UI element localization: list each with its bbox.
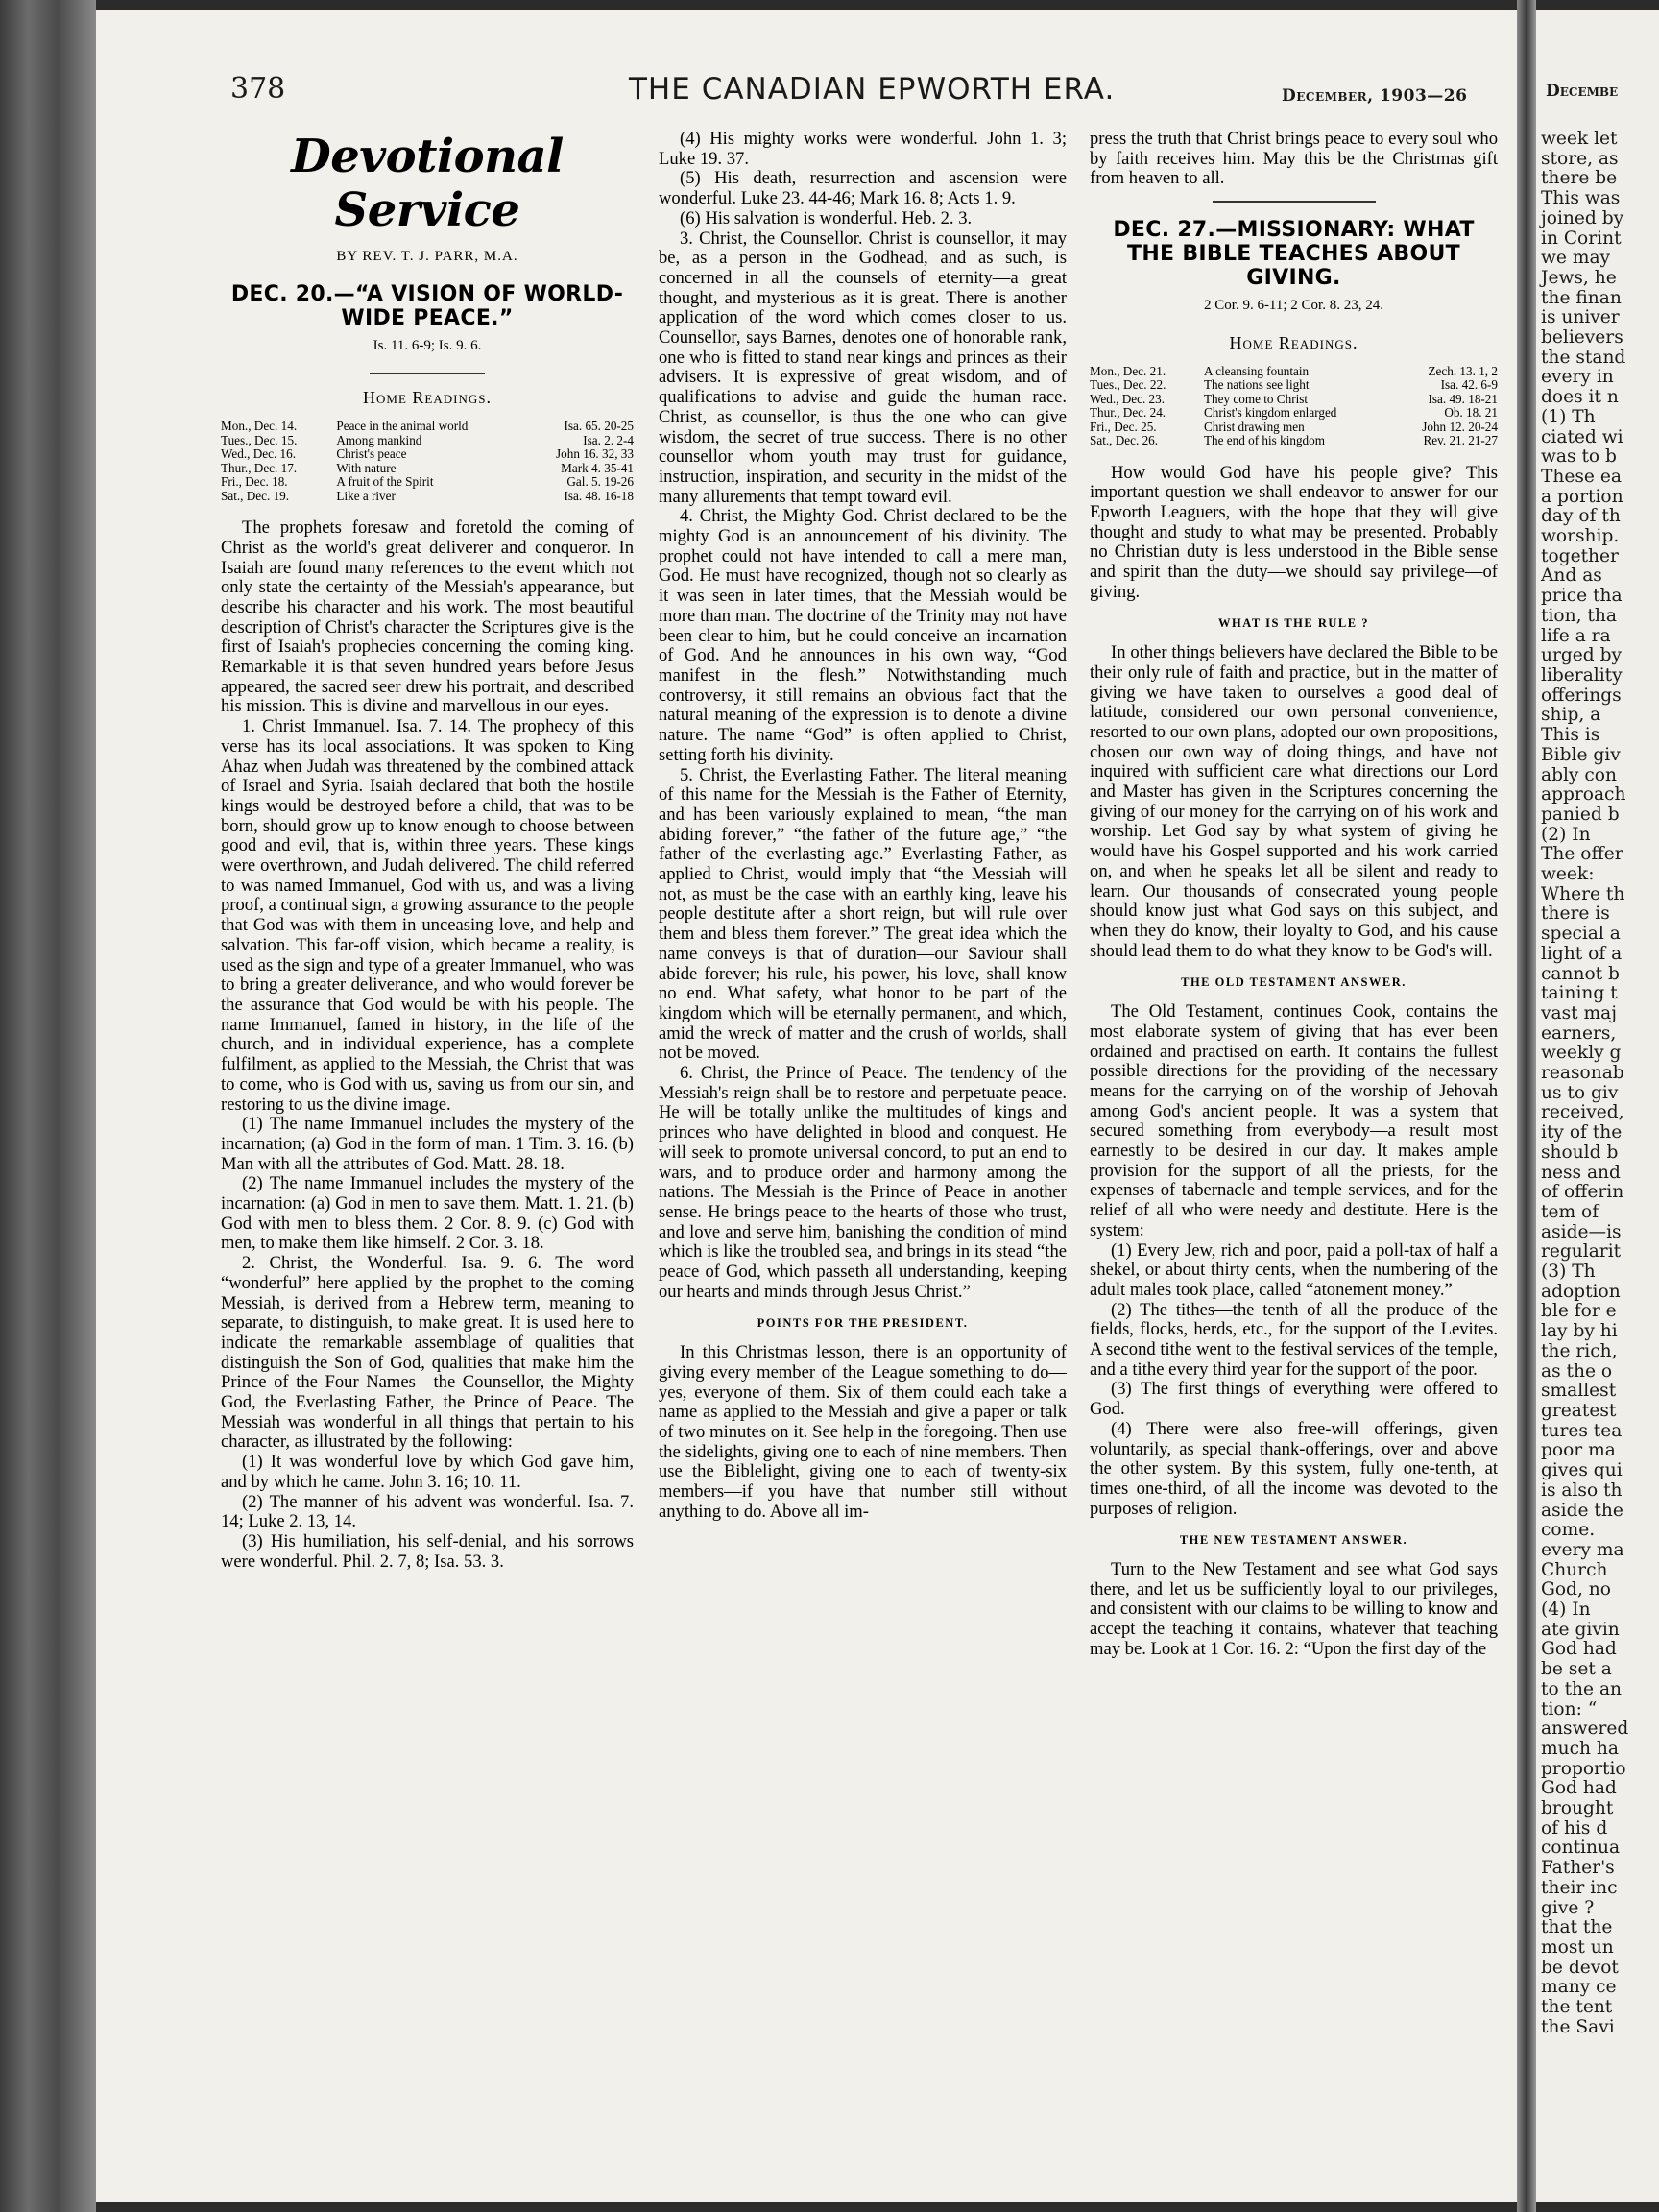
paragraph: (5) His death, resurrection and ascension were wonderful. Luke 23. 44-46; Mark 16. 8; Acts 1. 9.	[659, 168, 1067, 209]
next-page-line: does it n	[1541, 387, 1619, 408]
paragraph: 6. Christ, the Prince of Peace. The tendency of the Messiah's reign shall be to restore and perpetuate peace. He will be totally unlike the multitudes of kings and princes who have delighted in blood and conquest. He will seek to promote universal concord, to put an end to wars, and to produce order and harmony among the nations. The Messiah is the Prince of Peace in another sense. He brings peace to the hearts of those who trust, and love and serve him, banishing the condition of mind which is like the troubled sea, and brings in its stead “the peace of God, which passeth all understanding, keeping our hearts and minds through Jesus Christ.”	[659, 1063, 1067, 1302]
lesson1-readings	[221, 420, 634, 503]
next-page-line: that the	[1541, 1917, 1613, 1938]
next-page-line: much ha	[1541, 1738, 1619, 1759]
next-page-line: was to b	[1541, 446, 1617, 468]
reading-topic: Christ's kingdom enlarged	[1204, 405, 1337, 421]
next-page-line: (2) In	[1541, 824, 1591, 845]
paragraph: 5. Christ, the Everlasting Father. The literal meaning of this name for the Messiah is the Father of Eternity, and has been variously explained to mean, “the man abiding forever,” “the father of the future age,” “the father of the everlasting age.” Everlasting Father, as applied to Christ, would imply that “the Messiah will not, as must be the case with an earthly king, leave his people destitute after a short reign, but will rule over them and bless them forever.” The great idea which the name conveys is that of duration—our Saviour shall abide forever; his rule, his power, his love, shall know no end. What safety, what honor to be part of the kingdom which will be eternally permanent, and which, amid the wreck of matter and the crush of worlds, shall not be moved.	[659, 764, 1067, 1064]
reading-row	[221, 434, 634, 448]
next-page-line: ity of the	[1541, 1122, 1623, 1143]
reading-day: Sat., Dec. 26.	[1090, 433, 1159, 448]
paragraph: (4) His mighty works were wonderful. John 1. 3; Luke 19. 37.	[659, 129, 1067, 169]
lesson1-body	[221, 518, 634, 1572]
paragraph: (1) It was wonderful love by which God gave him, and by which he came. John 3. 16; 10. 11.	[221, 1452, 634, 1492]
reading-topic: Among mankind	[336, 432, 422, 447]
reading-row	[221, 490, 634, 504]
next-page-line: to the an	[1541, 1678, 1622, 1699]
paragraph: (3) The first things of everything were offered to God.	[1090, 1379, 1498, 1420]
next-page-line: poor ma	[1541, 1440, 1616, 1461]
next-page-line: This is	[1541, 725, 1600, 746]
next-page-line: give ?	[1541, 1897, 1595, 1918]
reading-day: Fri., Dec. 25.	[1090, 419, 1157, 434]
next-page-line: Father's	[1541, 1858, 1615, 1879]
next-page-line: the stand	[1541, 347, 1626, 368]
next-page-line: Church	[1541, 1559, 1608, 1580]
reading-ref: John 12. 20-24	[1422, 419, 1498, 434]
reading-ref: John 16. 32, 33	[556, 446, 634, 462]
reading-day: Wed., Dec. 16.	[221, 446, 297, 462]
lesson2-scripture: 2 Cor. 9. 6-11; 2 Cor. 8. 23, 24.	[1204, 298, 1383, 314]
next-page-line: life a ra	[1541, 625, 1611, 646]
reading-day: Wed., Dec. 23.	[1090, 391, 1166, 406]
reading-topic: Like a river	[336, 488, 396, 503]
next-page-line: God had	[1541, 1639, 1617, 1660]
next-page-line: These ea	[1541, 466, 1622, 487]
paragraph: (1) Every Jew, rich and poor, paid a poll-tax of half a shekel, or about thirty cents, when the numbering of the adult males took place, called “atonement money.”	[1090, 1239, 1498, 1300]
next-page-line: light of a	[1541, 943, 1623, 964]
reading-ref: Isa. 48. 16-18	[564, 488, 634, 503]
reading-row	[1090, 421, 1498, 435]
next-page-line: (1) Th	[1541, 406, 1596, 427]
section-title: Devotional Service	[291, 130, 564, 237]
journal-title: THE CANADIAN EPWORTH ERA.	[629, 72, 1116, 107]
reading-day: Tues., Dec. 22.	[1090, 377, 1166, 393]
page-gutter	[1517, 0, 1536, 2212]
reading-topic: A fruit of the Spirit	[336, 474, 434, 490]
paragraph: (2) The manner of his advent was wonderful. Isa. 7. 14; Luke 2. 13, 14.	[221, 1491, 634, 1532]
reading-row	[221, 420, 634, 434]
reading-day: Mon., Dec. 21.	[1090, 363, 1166, 378]
next-page-line: of offerin	[1541, 1182, 1624, 1203]
reading-row	[221, 462, 634, 476]
reading-row	[1090, 434, 1498, 448]
reading-ref: Gal. 5. 19-26	[566, 474, 634, 490]
next-page-line: most un	[1541, 1936, 1614, 1958]
next-page-line: panied b	[1541, 804, 1620, 825]
next-page-line: worship.	[1541, 526, 1620, 547]
nt-text: Turn to the New Testament and see what God says there, and let us be sufficiently loyal to our privileges, and consistent with our claims to be willing to know and accept the teaching it contains, whatever that teaching may be. Look at 1 Cor. 16. 2: “Upon the first day of the	[1090, 1559, 1498, 1659]
next-page-line: proportio	[1541, 1758, 1626, 1779]
reading-topic: The end of his kingdom	[1204, 433, 1325, 448]
next-page-line: us to giv	[1541, 1082, 1619, 1103]
next-page-line: day of th	[1541, 506, 1621, 527]
reading-topic: The nations see light	[1204, 377, 1310, 393]
next-page-line: gives qui	[1541, 1460, 1623, 1481]
next-page-line: ble for e	[1541, 1301, 1617, 1322]
reading-row	[221, 447, 634, 462]
next-page-column	[1541, 130, 1659, 2038]
reading-ref: Isa. 49. 18-21	[1428, 391, 1498, 406]
paragraph: 3. Christ, the Counsellor. Christ is counsellor, it may be, as a person in the Godhead, and as such, is concerned in all the counsels of eternity—a great thought, and mysterious as it is great. There is another application of the word which comes closer to us. Counsellor, says Barnes, denotes one of honorable rank, one who is fitted to stand near kings and princes as their advisers. It is expressive of great wisdom, and of qualifications to advise and guide the human race. Christ, as counsellor, is thus the one who can give wisdom, the secret of true success. There is no other counsellor whom youth may trust for guidance, instruction, inspiration, and security in the midst of the many allurements that tempt toward evil.	[659, 228, 1067, 507]
reading-row	[1090, 406, 1498, 421]
issue-date: December, 1903—26	[1282, 86, 1468, 106]
next-page-line: God had	[1541, 1778, 1617, 1799]
next-page-line: there is	[1541, 903, 1610, 925]
reading-day: Thur., Dec. 24.	[1090, 405, 1166, 421]
next-page-line: a portion	[1541, 486, 1623, 507]
rule-text: In other things believers have declared the Bible to be their only rule of faith and practice, but in the matter of giving we have taken to ourselves a good deal of latitude, considered our own personal convenience, resorted to our own plans, adopted our own propositions, chosen our own way of doing things, and have not inquired with sufficient care what directions our Lord and Master has given in the Scriptures concerning the giving of our money for the carrying on of his work and worship. Let God say by what system of giving he would have his Gospel supported and his work carried on, and when he speaks let all be silent and ready to learn. Our thousands of consecrated young people should know just what God says on this subject, and when they do know, their loyalty to God, and his cause should lead them to do what they know to be God's will.	[1090, 642, 1498, 961]
page-number: 378	[230, 72, 286, 106]
lesson1-readings-title: Home Readings.	[363, 388, 492, 408]
reading-ref: Zech. 13. 1, 2	[1428, 363, 1498, 378]
next-page-line: offerings	[1541, 685, 1622, 706]
reading-topic: They come to Christ	[1204, 391, 1309, 406]
next-page-header: Decembe	[1546, 82, 1619, 101]
next-page-line: cannot b	[1541, 963, 1620, 984]
next-page-line: ciated wi	[1541, 426, 1623, 447]
next-page-line: in Corint	[1541, 228, 1622, 249]
paragraph: The prophets foresaw and foretold the coming of Christ as the world's great deliverer and conqueror. In Isaiah are found many references to the event which not only state the certainty of the Messiah's appearance, but describe his character and his work. The most beautiful description of Christ's character the Scriptures give is the first of Isaiah's prophecies concerning the coming king. Remarkable it is that seven hundred years before Jesus appeared, the sacred seer drew his portrait, and described his mission. This is divine and marvellous in our eyes.	[221, 517, 634, 717]
next-page-line: the rich,	[1541, 1340, 1618, 1361]
next-page-line: we may	[1541, 248, 1611, 269]
paragraph: (6) His salvation is wonderful. Heb. 2. 3.	[680, 207, 973, 228]
next-page-line: there be	[1541, 168, 1618, 189]
lesson2-readings	[1090, 365, 1498, 448]
reading-day: Thur., Dec. 17.	[221, 460, 298, 475]
next-page-line: week let	[1541, 129, 1618, 149]
reading-ref: Rev. 21. 21-27	[1423, 433, 1498, 448]
next-page-line: tem of	[1541, 1201, 1599, 1222]
next-page-line: be devot	[1541, 1957, 1619, 1978]
next-page-line: the tent	[1541, 1997, 1613, 2018]
next-page-line: week:	[1541, 864, 1595, 885]
paragraph: (3) His humiliation, his self-denial, and his sorrows were wonderful. Phil. 2. 7, 8; Isa. 53. 3.	[221, 1530, 634, 1572]
next-page-line: is also th	[1541, 1479, 1623, 1501]
next-page-line: brought	[1541, 1798, 1614, 1819]
next-page-line: Where th	[1541, 883, 1625, 904]
points-text: In this Christmas lesson, there is an opportunity of giving every member of the League something to do—yes, everyone of them. Six of them could each take a name as applied to the Messiah and give a paper or talk of two minutes on it. See help in the foregoing. Then use the sidelights, giving one to each of nine members. Then use the Biblelight, giving one to each of twenty-six members—if you have that number still without anything to do. Above all im-	[659, 1342, 1067, 1522]
next-page-line: the finan	[1541, 287, 1622, 308]
next-page-line: aside the	[1541, 1500, 1623, 1521]
reading-day: Fri., Dec. 18.	[221, 474, 288, 490]
next-page-line: answered	[1541, 1719, 1629, 1740]
ot-body	[1090, 1002, 1498, 1519]
column-2	[659, 130, 1067, 1523]
reading-topic: Peace in the animal world	[336, 419, 469, 434]
next-page-line: ship, a	[1541, 705, 1601, 726]
lesson2-heading: DEC. 27.—MISSIONARY: WHAT THE BIBLE TEACHES ABOUT GIVING.	[1113, 218, 1475, 291]
rule-heading: WHAT IS THE RULE ?	[1218, 616, 1369, 631]
next-page-line: lay by hi	[1541, 1321, 1618, 1342]
reading-ref: Isa. 65. 20-25	[564, 419, 634, 434]
next-page-line: liberality	[1541, 664, 1623, 685]
next-page-line: aside—is	[1541, 1221, 1622, 1242]
lesson2-intro: How would God have his people give? This important question we shall endeavor to answer for our Epworth Leaguers, with the hope that they will give thought and study to what may be presented. Probably no Christian duty is less understood in the Bible sense and spirit than the duty—we should say privilege—of giving.	[1090, 462, 1498, 602]
reading-row	[1090, 378, 1498, 393]
next-page-edge	[1536, 10, 1659, 2202]
reading-ref: Mark 4. 35-41	[561, 460, 634, 475]
reading-topic: Christ drawing men	[1204, 419, 1305, 434]
paragraph: The Old Testament, continues Cook, contains the most elaborate system of giving that has ever been ordained and practised on earth. It contains the fullest possible directions for the providing of the necessary means for the carrying on of the worship of Jehovah among God's ancient people. It was a system that secured something from everybody—a result most earnestly to be desired in our day. It makes ample provision for the support of all the priests, for the expenses of tabernacle and temple services, and for the relief of all who were needy and destitute. Here is the system:	[1090, 1001, 1498, 1240]
next-page-line: weekly g	[1541, 1043, 1622, 1064]
next-page-line: believers	[1541, 327, 1623, 349]
paragraph: 1. Christ Immanuel. Isa. 7. 14. The prophecy of this verse has its local associations. It was spoken to King Ahaz when Judah was threatened by the combined attack of Israel and Syria. Isaiah declared that both the hostile kings would be destroyed before a child, that was to be born, should grow up to know enough to choose between good and evil, that is, within three years. These kings were overthrown, and Judah delivered. The child referred to was named Immanuel, God with us, and was a living proof, a continual sign, a growing assurance to the people that God was with them in unceasing love, and help and salvation. This far-off vision, which became a reality, is used as the sign and type of a greater Immanuel, who was to bring a greater deliverance, and who would forever be the assurance that God would be with his people. The name Immanuel, famed in history, in the life of the church, and in individual experience, has a complete fulfilment, as applied to the Messiah, the Christ that was to come, who is God with us, saving us from our sin, and restoring to us the divine image.	[221, 716, 634, 1115]
reading-row	[1090, 393, 1498, 407]
nt-heading: THE NEW TESTAMENT ANSWER.	[1179, 1533, 1408, 1548]
next-page-line: many ce	[1541, 1977, 1617, 1998]
next-page-line: tures tea	[1541, 1420, 1623, 1441]
next-page-line: every ma	[1541, 1539, 1624, 1560]
next-page-line: regularit	[1541, 1241, 1622, 1262]
next-page-line: ness and	[1541, 1162, 1621, 1183]
lesson1-body-cont	[659, 130, 1067, 1302]
divider	[370, 373, 485, 374]
divider	[1213, 201, 1376, 203]
points-heading: POINTS FOR THE PRESIDENT.	[757, 1316, 969, 1331]
column-1	[221, 130, 634, 1572]
paragraph: (4) There were also free-will offerings, given voluntarily, as special thank-offerings, over and above the other system. By this system, fully one-tenth, at times one-third, of all the income was devoted to the purposes of religion.	[1090, 1418, 1498, 1519]
next-page-line: received,	[1541, 1102, 1624, 1123]
reading-ref: Isa. 2. 2-4	[583, 432, 634, 447]
next-page-line: smallest	[1541, 1381, 1617, 1402]
next-page-line: come.	[1541, 1520, 1596, 1541]
next-page-line: special a	[1541, 924, 1621, 945]
next-page-line: greatest	[1541, 1401, 1617, 1421]
next-page-line: store, as	[1541, 148, 1619, 169]
next-page-line: reasonab	[1541, 1063, 1624, 1084]
reading-row	[221, 475, 634, 490]
next-page-line: vast maj	[1541, 1002, 1617, 1023]
column-3	[1090, 130, 1498, 1660]
next-page-line: continua	[1541, 1838, 1621, 1859]
byline: BY REV. T. J. PARR, M.A.	[336, 249, 518, 264]
paragraph: 2. Christ, the Wonderful. Isa. 9. 6. The word “wonderful” here applied by the prophet to the coming Messiah, is derived from a Hebrew term, meaning to separate, to distinguish, to make great. It is used here to indicate the remarkable assemblage of qualities that distinguish the Son of God, qualities that make him the Prince of the Four Names—the Counsellor, the Mighty God, the Everlasting Father, the Prince of Peace. The Messiah was wonderful in all things that pertain to his character, as illustrated by the following:	[221, 1253, 634, 1453]
next-page-line: taining t	[1541, 983, 1618, 1004]
next-page-line: be set a	[1541, 1659, 1612, 1680]
points-cont: press the truth that Christ brings peace to every soul who by faith receives him. May this be the Christmas gift from heaven to all.	[1090, 129, 1498, 189]
next-page-line: tion: “	[1541, 1698, 1598, 1719]
next-page-line: (4) In	[1541, 1599, 1591, 1621]
next-page-line: (3) Th	[1541, 1262, 1596, 1283]
next-page-line: The offer	[1541, 844, 1623, 865]
next-page-line: Bible giv	[1541, 744, 1621, 765]
next-page-line: tion, tha	[1541, 605, 1617, 626]
next-page-line: earners,	[1541, 1022, 1617, 1044]
next-page-line: Jews, he	[1541, 267, 1617, 288]
reading-day: Sat., Dec. 19.	[221, 488, 290, 503]
next-page-line: every in	[1541, 367, 1614, 388]
next-page-line: price tha	[1541, 586, 1623, 607]
next-page-line: as the o	[1541, 1360, 1613, 1382]
reading-day: Mon., Dec. 14.	[221, 419, 298, 434]
next-page-line: their inc	[1541, 1877, 1618, 1898]
lesson1-heading: DEC. 20.—“A VISION OF WORLD-WIDE PEACE.”	[230, 281, 624, 330]
next-page-line: adoption	[1541, 1281, 1621, 1302]
paragraph: (1) The name Immanuel includes the mystery of the incarnation; (a) God in the form of man. 1 Tim. 3. 16. (b) Man with all the attributes of God. Matt. 28. 18.	[221, 1114, 634, 1174]
book-spine	[0, 0, 96, 2212]
lesson1-scripture: Is. 11. 6-9; Is. 9. 6.	[373, 337, 482, 353]
next-page-line: of his d	[1541, 1817, 1608, 1839]
ot-heading: THE OLD TESTAMENT ANSWER.	[1181, 975, 1407, 990]
next-page-line: joined by	[1541, 207, 1624, 228]
next-page-line: ate givin	[1541, 1619, 1620, 1640]
paragraph: 4. Christ, the Mighty God. Christ declared to be the mighty God is an announcement of his divinity. The prophet could not have intended to call a mere man, God. He must have recognized, though not so clearly as it was seen in later times, that the Messiah would be more than man. The doctrine of the Trinity may not have been clear to him, but he could conceive an incarnation of God. And he announces in his own way, “God manifest in the flesh.” Notwithstanding much controversy, it still remains an obvious fact that the natural meaning of the expression is to denote a divine nature. The name “God” is often applied to Christ, setting forth his divinity.	[659, 506, 1067, 765]
next-page-line: This was	[1541, 188, 1621, 209]
next-page-line: should b	[1541, 1142, 1619, 1163]
reading-row	[1090, 365, 1498, 379]
next-page-line: approach	[1541, 784, 1626, 805]
next-page-line: together	[1541, 545, 1619, 566]
next-page-line: ably con	[1541, 764, 1617, 785]
reading-topic: With nature	[336, 460, 397, 475]
reading-ref: Isa. 42. 6-9	[1440, 377, 1498, 393]
paragraph: (2) The tithes—the tenth of all the produce of the fields, flocks, herds, etc., for the support of the Levites. A second tithe went to the festival services of the temple, and a tithe every third year for the support of the poor.	[1090, 1299, 1498, 1380]
paragraph: (2) The name Immanuel includes the mystery of the incarnation: (a) God in men to save them. Matt. 1. 21. (b) God with men to bless them. 2 Cor. 8. 9. (c) God with men, to make them like himself. 2 Cor. 3. 18.	[221, 1173, 634, 1254]
next-page-line: God, no	[1541, 1579, 1611, 1600]
next-page-line: is univer	[1541, 307, 1620, 328]
next-page-line: urged by	[1541, 645, 1622, 666]
reading-day: Tues., Dec. 15.	[221, 432, 298, 447]
next-page-line: the Savi	[1541, 2016, 1615, 2037]
next-page-line: And as	[1541, 565, 1602, 587]
reading-topic: Christ's peace	[336, 446, 407, 462]
reading-ref: Ob. 18. 21	[1444, 405, 1498, 421]
reading-topic: A cleansing fountain	[1204, 363, 1310, 378]
lesson2-readings-title: Home Readings.	[1229, 332, 1358, 352]
